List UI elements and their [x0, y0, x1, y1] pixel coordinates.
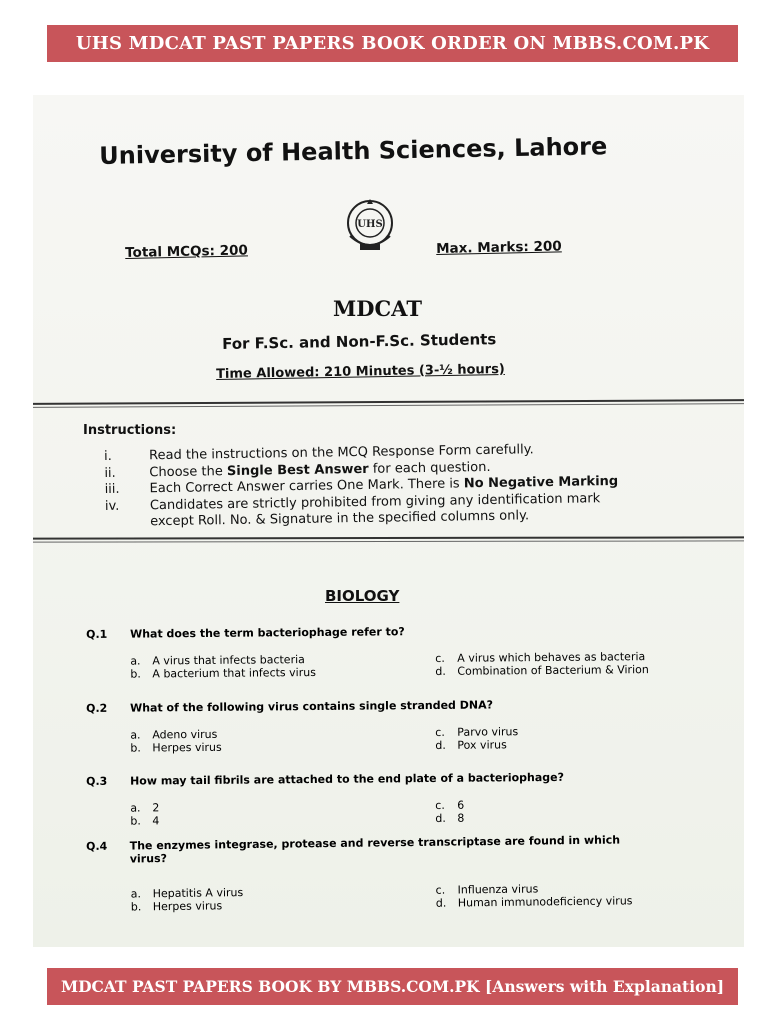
- options-grid: [130, 797, 656, 828]
- option-letter: b.: [130, 741, 141, 755]
- instruction-text-bold: Single Best Answer: [226, 461, 369, 479]
- option-letter: d.: [435, 896, 447, 910]
- top-banner: UHS MDCAT PAST PAPERS BOOK ORDER ON MBBS.COM.PK: [47, 25, 738, 62]
- option-text: A virus which behaves as bacteria: [457, 650, 646, 665]
- option-text: Human immunodeficiency virus: [457, 894, 633, 910]
- instruction-text-pre: Read the instructions on the MCQ Response Form carefully.: [148, 442, 534, 464]
- instruction-number: ii.: [104, 465, 116, 481]
- option-d: [435, 663, 700, 678]
- option-letter: b.: [130, 814, 141, 828]
- bottom-banner: MDCAT PAST PAPERS BOOK BY MBBS.COM.PK [Answers with Explanation]: [47, 968, 738, 1005]
- option-text: Herpes virus: [152, 899, 223, 914]
- total-mcqs: Total MCQs: 200: [125, 242, 249, 261]
- instruction-number: iii.: [104, 481, 120, 497]
- instruction-number: i.: [104, 448, 112, 464]
- students-line: For F.Sc. and Non-F.Sc. Students: [222, 330, 497, 353]
- section-heading: BIOLOGY: [325, 587, 400, 605]
- instruction-number: iv.: [104, 498, 120, 514]
- instructions-heading: Instructions:: [83, 423, 177, 438]
- option-text: Influenza virus: [457, 882, 539, 897]
- time-allowed: Time Allowed: 210 Minutes (3-½ hours): [216, 361, 505, 382]
- question-number: Q.4: [86, 839, 108, 853]
- option-text: Combination of Bacterium & Virion: [457, 663, 649, 678]
- option-b: [130, 739, 435, 755]
- option-letter: a.: [130, 654, 141, 668]
- university-title: University of Health Sciences, Lahore: [99, 132, 608, 170]
- options-grid: [130, 650, 656, 681]
- instruction-text-pre: Candidates are strictly prohibited from giving any identification mark except Roll. No. & Signature in the specified columns only.: [149, 490, 601, 530]
- option-b: [130, 665, 435, 681]
- option-text: A virus that infects bacteria: [152, 653, 305, 668]
- question-text: The enzymes integrase, protease and reverse transcriptase are found in which virus?: [129, 833, 621, 866]
- option-text: 6: [457, 798, 465, 812]
- option-letter: a.: [130, 728, 141, 742]
- option-letter: c.: [435, 883, 446, 897]
- option-b: [130, 812, 435, 828]
- option-text: 8: [457, 811, 465, 825]
- question-text: What does the term bacteriophage refer to?: [129, 625, 405, 641]
- option-text: 2: [152, 801, 160, 815]
- option-letter: d.: [435, 738, 446, 752]
- question-number: Q.1: [86, 627, 108, 641]
- option-letter: d.: [435, 664, 446, 678]
- question: [86, 697, 656, 755]
- question-stem: [86, 833, 656, 866]
- instruction-text-pre: Each Correct Answer carries One Mark. There is: [149, 476, 464, 497]
- option-text: Parvo virus: [457, 725, 519, 739]
- option-letter: c.: [435, 798, 445, 812]
- option-text: A bacterium that infects virus: [152, 665, 316, 681]
- instructions-list: [104, 440, 665, 531]
- option-text: Adeno virus: [152, 727, 218, 742]
- option-letter: c.: [435, 651, 445, 665]
- exam-title: MDCAT: [333, 296, 422, 321]
- question: [86, 833, 657, 914]
- instruction-text-bold: No Negative Marking: [463, 473, 619, 492]
- uhs-seal-logo: [342, 196, 398, 254]
- instruction-text: [150, 491, 601, 531]
- option-letter: a.: [130, 801, 141, 815]
- instruction-text-pre: Choose the: [149, 463, 228, 480]
- question-text: How may tail fibrils are attached to the end plate of a bacteriophage?: [129, 770, 565, 788]
- question: [86, 770, 656, 828]
- option-text: Herpes virus: [152, 740, 222, 755]
- option-letter: d.: [435, 811, 446, 825]
- option-text: 4: [152, 814, 160, 828]
- option-d: [435, 810, 700, 825]
- question: [86, 623, 656, 681]
- max-marks: Max. Marks: 200: [436, 238, 562, 257]
- question-number: Q.2: [86, 701, 108, 715]
- option-text: Hepatitis A virus: [152, 886, 244, 901]
- option-letter: c.: [435, 725, 445, 739]
- option-letter: b.: [130, 900, 142, 914]
- option-text: Pox virus: [457, 738, 507, 752]
- seal-lettering: UHS: [357, 219, 383, 230]
- question-number: Q.3: [86, 774, 108, 788]
- option-letter: a.: [130, 887, 141, 901]
- options-grid: [130, 724, 656, 755]
- question-text: What of the following virus contains single stranded DNA?: [129, 698, 494, 715]
- option-letter: b.: [130, 667, 141, 681]
- option-d: [435, 737, 700, 752]
- instruction-text-post: for each question.: [368, 459, 491, 477]
